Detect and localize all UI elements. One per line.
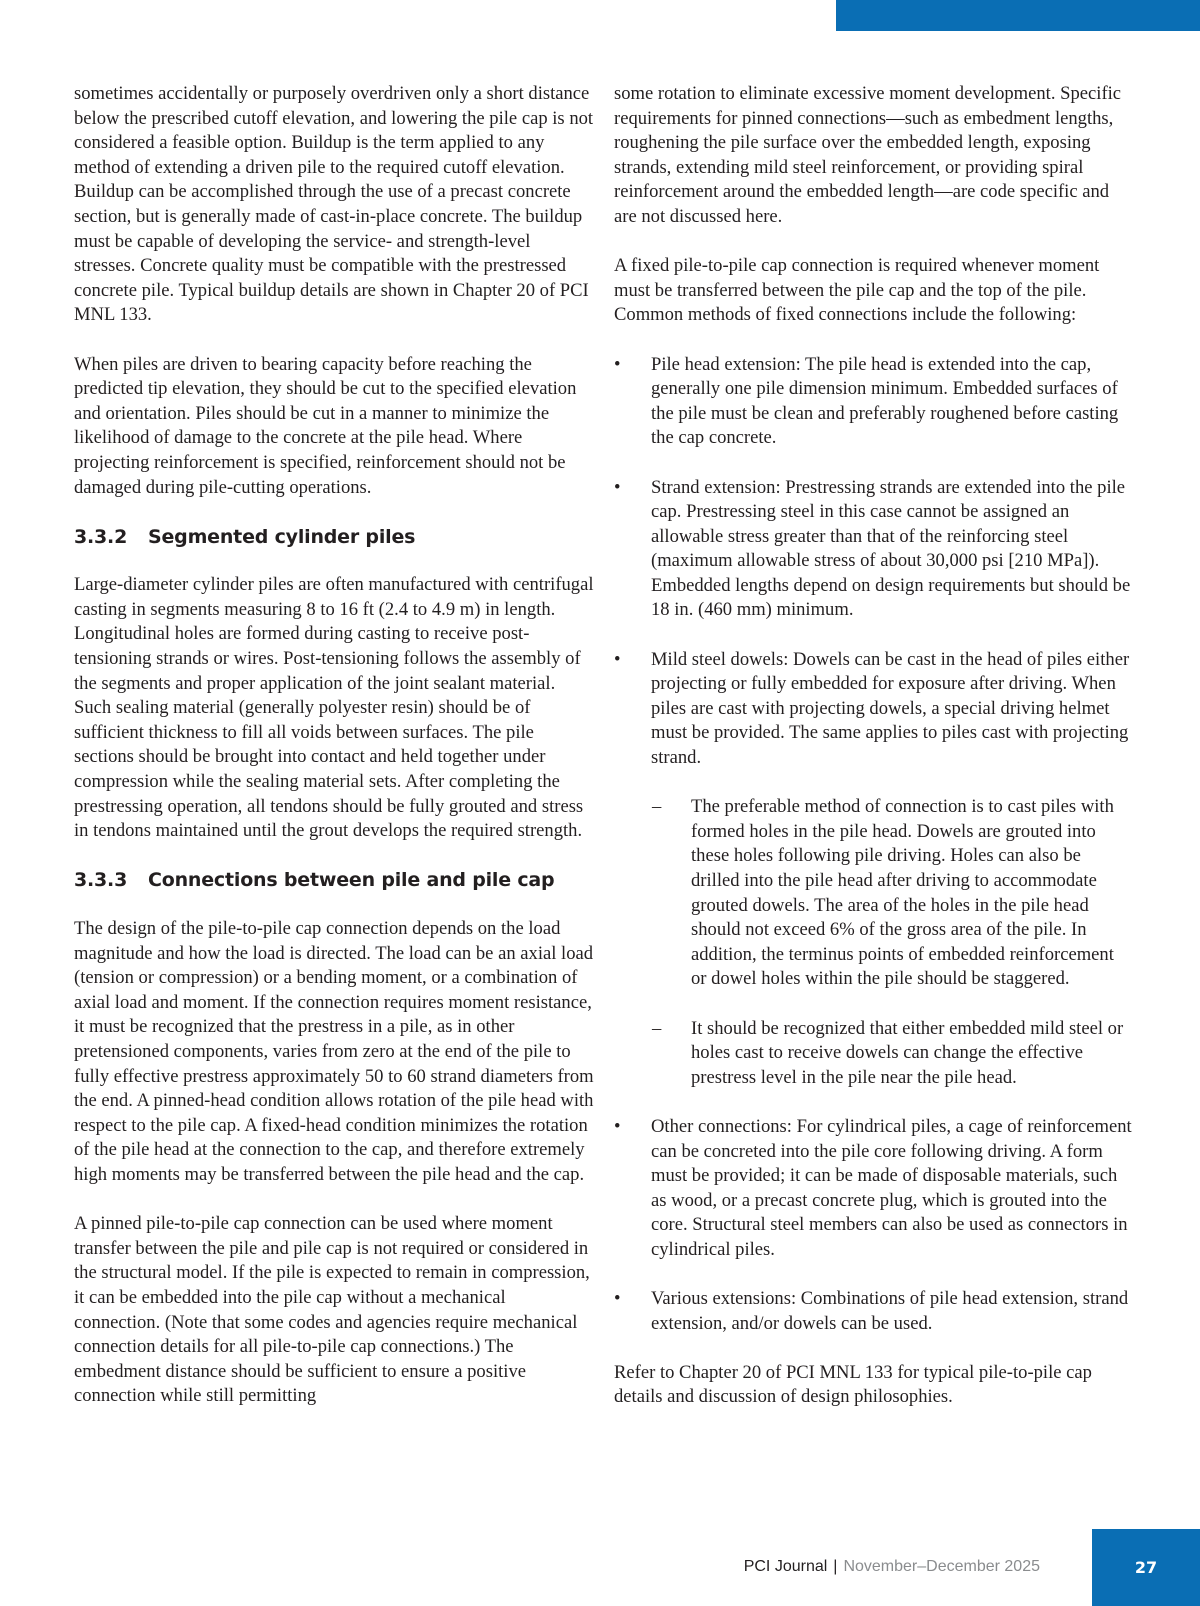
bullet-icon: • <box>614 1115 621 1137</box>
list-item-text: The preferable method of connection is to cast piles with formed holes in the pile head. Dowels are grouted into these holes following pile driving. Holes can also be drilled into the pile head after driving to accommodate grouted dowels. The area of the holes in the pile head should not exceed 6% of the gross area of the pile. In addition, the terminus points of embedded reinforcement or dowel holes within the pile should be staggered. <box>691 796 1114 990</box>
paragraph: Refer to Chapter 20 of PCI MNL 133 for typical pile-to-pile cap details and discussion of design philosophies. <box>614 1361 1092 1408</box>
paragraph: sometimes accidentally or purposely overdriven only a short distance below the prescribed cutoff elevation, and lowering the pile cap is not considered a feasible option. Buildup is the term applied to any method of extending a driven pile to the required cutoff elevation. Buildup can be accomplished through the use of a precast concrete section, but is generally made of cast-in-place concrete. The buildup must be capable of developing the service- and strength-level stresses. Concrete quality must be compatible with the prestressed concrete pile. Typical buildup details are shown in Chapter 20 of PCI MNL 133. <box>74 83 594 326</box>
paragraph: A pinned pile-to-pile cap connection can be used where moment transfer between the pile and pile cap is not required or considered in the structural model. If the pile is expected to remain in compression, it can be embedded into the pile cap without a mechanical connection. (Note that some codes and agencies require mechanical connection details for all pile-to-pile cap connections.) The embedment distance should be sufficient to ensure a positive connection while still permitting <box>74 1213 590 1407</box>
section-number: 3.3.2 <box>74 525 128 548</box>
list-item-text: Various extensions: Combinations of pile head extension, strand extension, and/or dowels can be used. <box>651 1288 1129 1334</box>
footer-separator: | <box>833 1558 838 1575</box>
bullet-icon: • <box>614 476 621 498</box>
section-number: 3.3.3 <box>74 869 128 892</box>
dash-icon: – <box>652 796 662 818</box>
issue-date: November–December 2025 <box>843 1558 1040 1575</box>
list-item-text: It should be recognized that either embedded mild steel or holes cast to receive dowels can change the effective prestress level in the pile near the pile head. <box>691 1017 1124 1088</box>
header-accent-bar <box>836 0 1200 31</box>
list-item <box>614 476 1134 624</box>
list-item <box>614 648 1134 771</box>
list-item <box>614 1287 1134 1336</box>
sub-list-item <box>614 1017 1134 1091</box>
list-item <box>614 353 1134 451</box>
list-item <box>614 1115 1134 1263</box>
bullet-icon: • <box>614 648 621 670</box>
list-item-text: Mild steel dowels: Dowels can be cast in the head of piles either projecting or fully embedded for exposure after driving. When piles are cast with projecting dowels, a special driving helmet must be provided. The same applies to piles cast with projecting strand. <box>651 648 1130 769</box>
section-heading-3-3-3 <box>74 868 594 892</box>
sub-list-item <box>614 795 1134 992</box>
paragraph: When piles are driven to bearing capacity before reaching the predicted tip elevation, they should be cut to the specified elevation and orientation. Piles should be cut in a manner to minimize the likelihood of damage to the concrete at the pile head. Where projecting reinforcement is specified, reinforcement should not be damaged during pile-cutting operations. <box>74 353 577 498</box>
paragraph: some rotation to eliminate excessive moment development. Specific requirements for pinned connections—such as embedment lengths, roughening the pile surface over the embedded length, exposing strands, extending mild steel reinforcement, or providing spiral reinforcement around the embedded length—are code specific and are not discussed here. <box>614 83 1122 227</box>
section-title: Segmented cylinder piles <box>148 525 416 548</box>
section-title: Connections between pile and pile cap <box>148 869 555 892</box>
footer-journal-info <box>744 1558 1040 1576</box>
dash-icon: – <box>652 1017 662 1039</box>
paragraph: Large-diameter cylinder piles are often manufactured with centrifugal casting in segments measuring 8 to 16 ft (2.4 to 4.9 m) in length. Longitudinal holes are formed during casting to receive post-tensioning strands or wires. Post-tensioning follows the assembly of the segments and proper application of the joint sealant material. Such sealing material (generally polyester resin) should be of sufficient thickness to fill all voids between surfaces. The pile sections should be brought into contact and held together under compression while the sealing material sets. After completing the prestressing operation, all tendons should be fully grouted and stress in tendons maintained until the grout develops the required strength. <box>74 574 594 842</box>
bullet-icon: • <box>614 1288 621 1310</box>
paragraph: A fixed pile-to-pile cap connection is required whenever moment must be transferred between the pile cap and the top of the pile. Common methods of fixed connections include the following: <box>614 255 1100 326</box>
page-number: 27 <box>1134 1558 1158 1577</box>
right-column <box>614 82 1134 1435</box>
journal-name: PCI Journal <box>743 1558 828 1575</box>
left-column <box>74 82 594 1433</box>
page-number-box <box>1092 1529 1200 1606</box>
bullet-icon: • <box>614 353 621 375</box>
list-item-text: Other connections: For cylindrical piles, a cage of reinforcement can be concreted into the pile core following driving. A form must be provided; it can be made of disposable materials, such as wood, or a precast concrete plug, which is grouted into the core. Structural steel members can also be used as connectors in cylindrical piles. <box>651 1115 1132 1260</box>
list-item-text: Strand extension: Prestressing strands are extended into the pile cap. Prestressing steel in this case cannot be assigned an allowable stress greater than that of the reinforcing steel (maximum allowable stress of about 30,000 psi [210 MPa]). Embedded lengths depend on design requirements but should be 18 in. (460 mm) minimum. <box>651 476 1131 621</box>
list-item-text: Pile head extension: The pile head is extended into the cap, generally one pile dimension minimum. Embedded surfaces of the pile must be clean and preferably roughened before casting the cap concrete. <box>651 353 1119 449</box>
paragraph: The design of the pile-to-pile cap connection depends on the load magnitude and how the load is directed. The load can be an axial load (tension or compression) or a bending moment, or a combination of axial load and moment. If the connection requires moment resistance, it must be recognized that the prestress in a pile, as in other pretensioned components, varies from zero at the end of the pile to fully effective prestress approximately 50 to 60 strand diameters from the end. A pinned-head condition allows rotation of the pile head with respect to the pile cap. A fixed-head condition minimizes the rotation of the pile head at the connection to the cap, and therefore extremely high moments may be transferred between the pile head and the cap. <box>74 918 594 1185</box>
section-heading-3-3-2 <box>74 525 594 549</box>
